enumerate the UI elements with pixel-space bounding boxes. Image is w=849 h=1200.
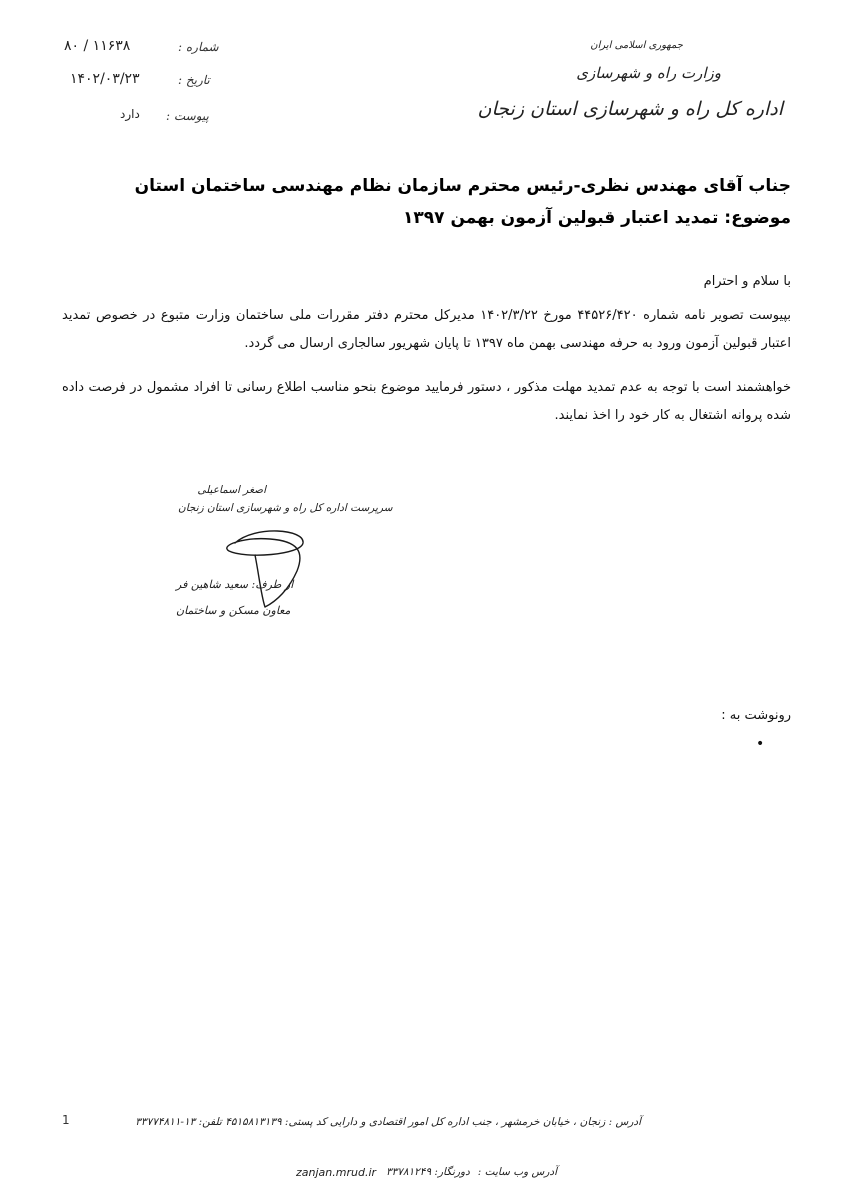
footer-fax: دورنگار: ۳۳۷۸۱۲۴۹ [385, 1166, 470, 1178]
on-behalf-line: از طرف: سعید شاهین فر [176, 578, 294, 591]
attachment-value: دارد [120, 107, 140, 121]
page-number: 1 [62, 1113, 70, 1127]
date-label: تاریخ : [178, 73, 210, 87]
date-value: ۱۴۰۲/۰۳/۲۳ [70, 71, 140, 87]
body-paragraph-1: بپیوست تصویر نامه شماره ۴۴۵۲۶/۴۲۰ مورخ ۱۴۰۲/۳/۲۲ مدیرکل محترم دفتر مقررات ملی ساختمان وزارت متبوع در خصوص تمدید اعتبار قبولین آزمون ورود به حرفه مهندسی بهمن ماه ۱۳۹۷ تا پایان شهریور سالجاری ارسال می گردد. [62, 308, 791, 351]
signer-name: اصغر اسماعیلی [197, 484, 266, 496]
subject-line: موضوع: تمدید اعتبار قبولین آزمون بهمن ۱۳۹۷ [403, 208, 791, 228]
recipient-line: جناب آقای مهندس نظری-رئیس محترم سازمان نظام مهندسی ساختمان استان [134, 176, 791, 196]
footer-address: آدرس : زنجان ، خیابان خرمشهر ، جنب اداره کل امور اقتصادی و دارایی کد پستی: ۴۵۱۵۸۱۳۱۳۹ تلفن: ۱۳-۳۳۷۷۴۸۱۱ [135, 1116, 641, 1128]
cc-bullet: • [756, 736, 765, 752]
cc-label: رونوشت به : [721, 708, 791, 723]
body-paragraph-2: خواهشمند است با توجه به عدم تمدید مهلت مذکور ، دستور فرمایید موضوع بنحو مناسب اطلاع رسانی تا افراد مشمول در فرصت داده شده پروانه اشتغال به کار خود را اخذ نمایند. [62, 380, 791, 423]
handwritten-signature [215, 515, 315, 615]
attachment-label: پیوست : [166, 109, 209, 123]
number-label: شماره : [178, 40, 219, 54]
letterhead-country: جمهوری اسلامی ایران [590, 40, 683, 51]
signer-title: سرپرست اداره کل راه و شهرسازی استان زنجان [178, 502, 393, 514]
footer-website-link[interactable]: zanjan.mrud.ir [296, 1166, 377, 1179]
footer-contact-row [386, 1166, 557, 1178]
number-value: ۱۱۶۳۸ / ۸۰ [64, 38, 131, 54]
footer-website-label: آدرس وب سایت : [477, 1166, 557, 1178]
greeting: با سلام و احترام [703, 274, 791, 289]
deputy-title: معاون مسکن و ساختمان [176, 604, 291, 617]
letterhead-ministry: وزارت راه و شهرسازی [576, 64, 721, 82]
letterhead-office: اداره کل راه و شهرسازی استان زنجان [477, 98, 783, 120]
